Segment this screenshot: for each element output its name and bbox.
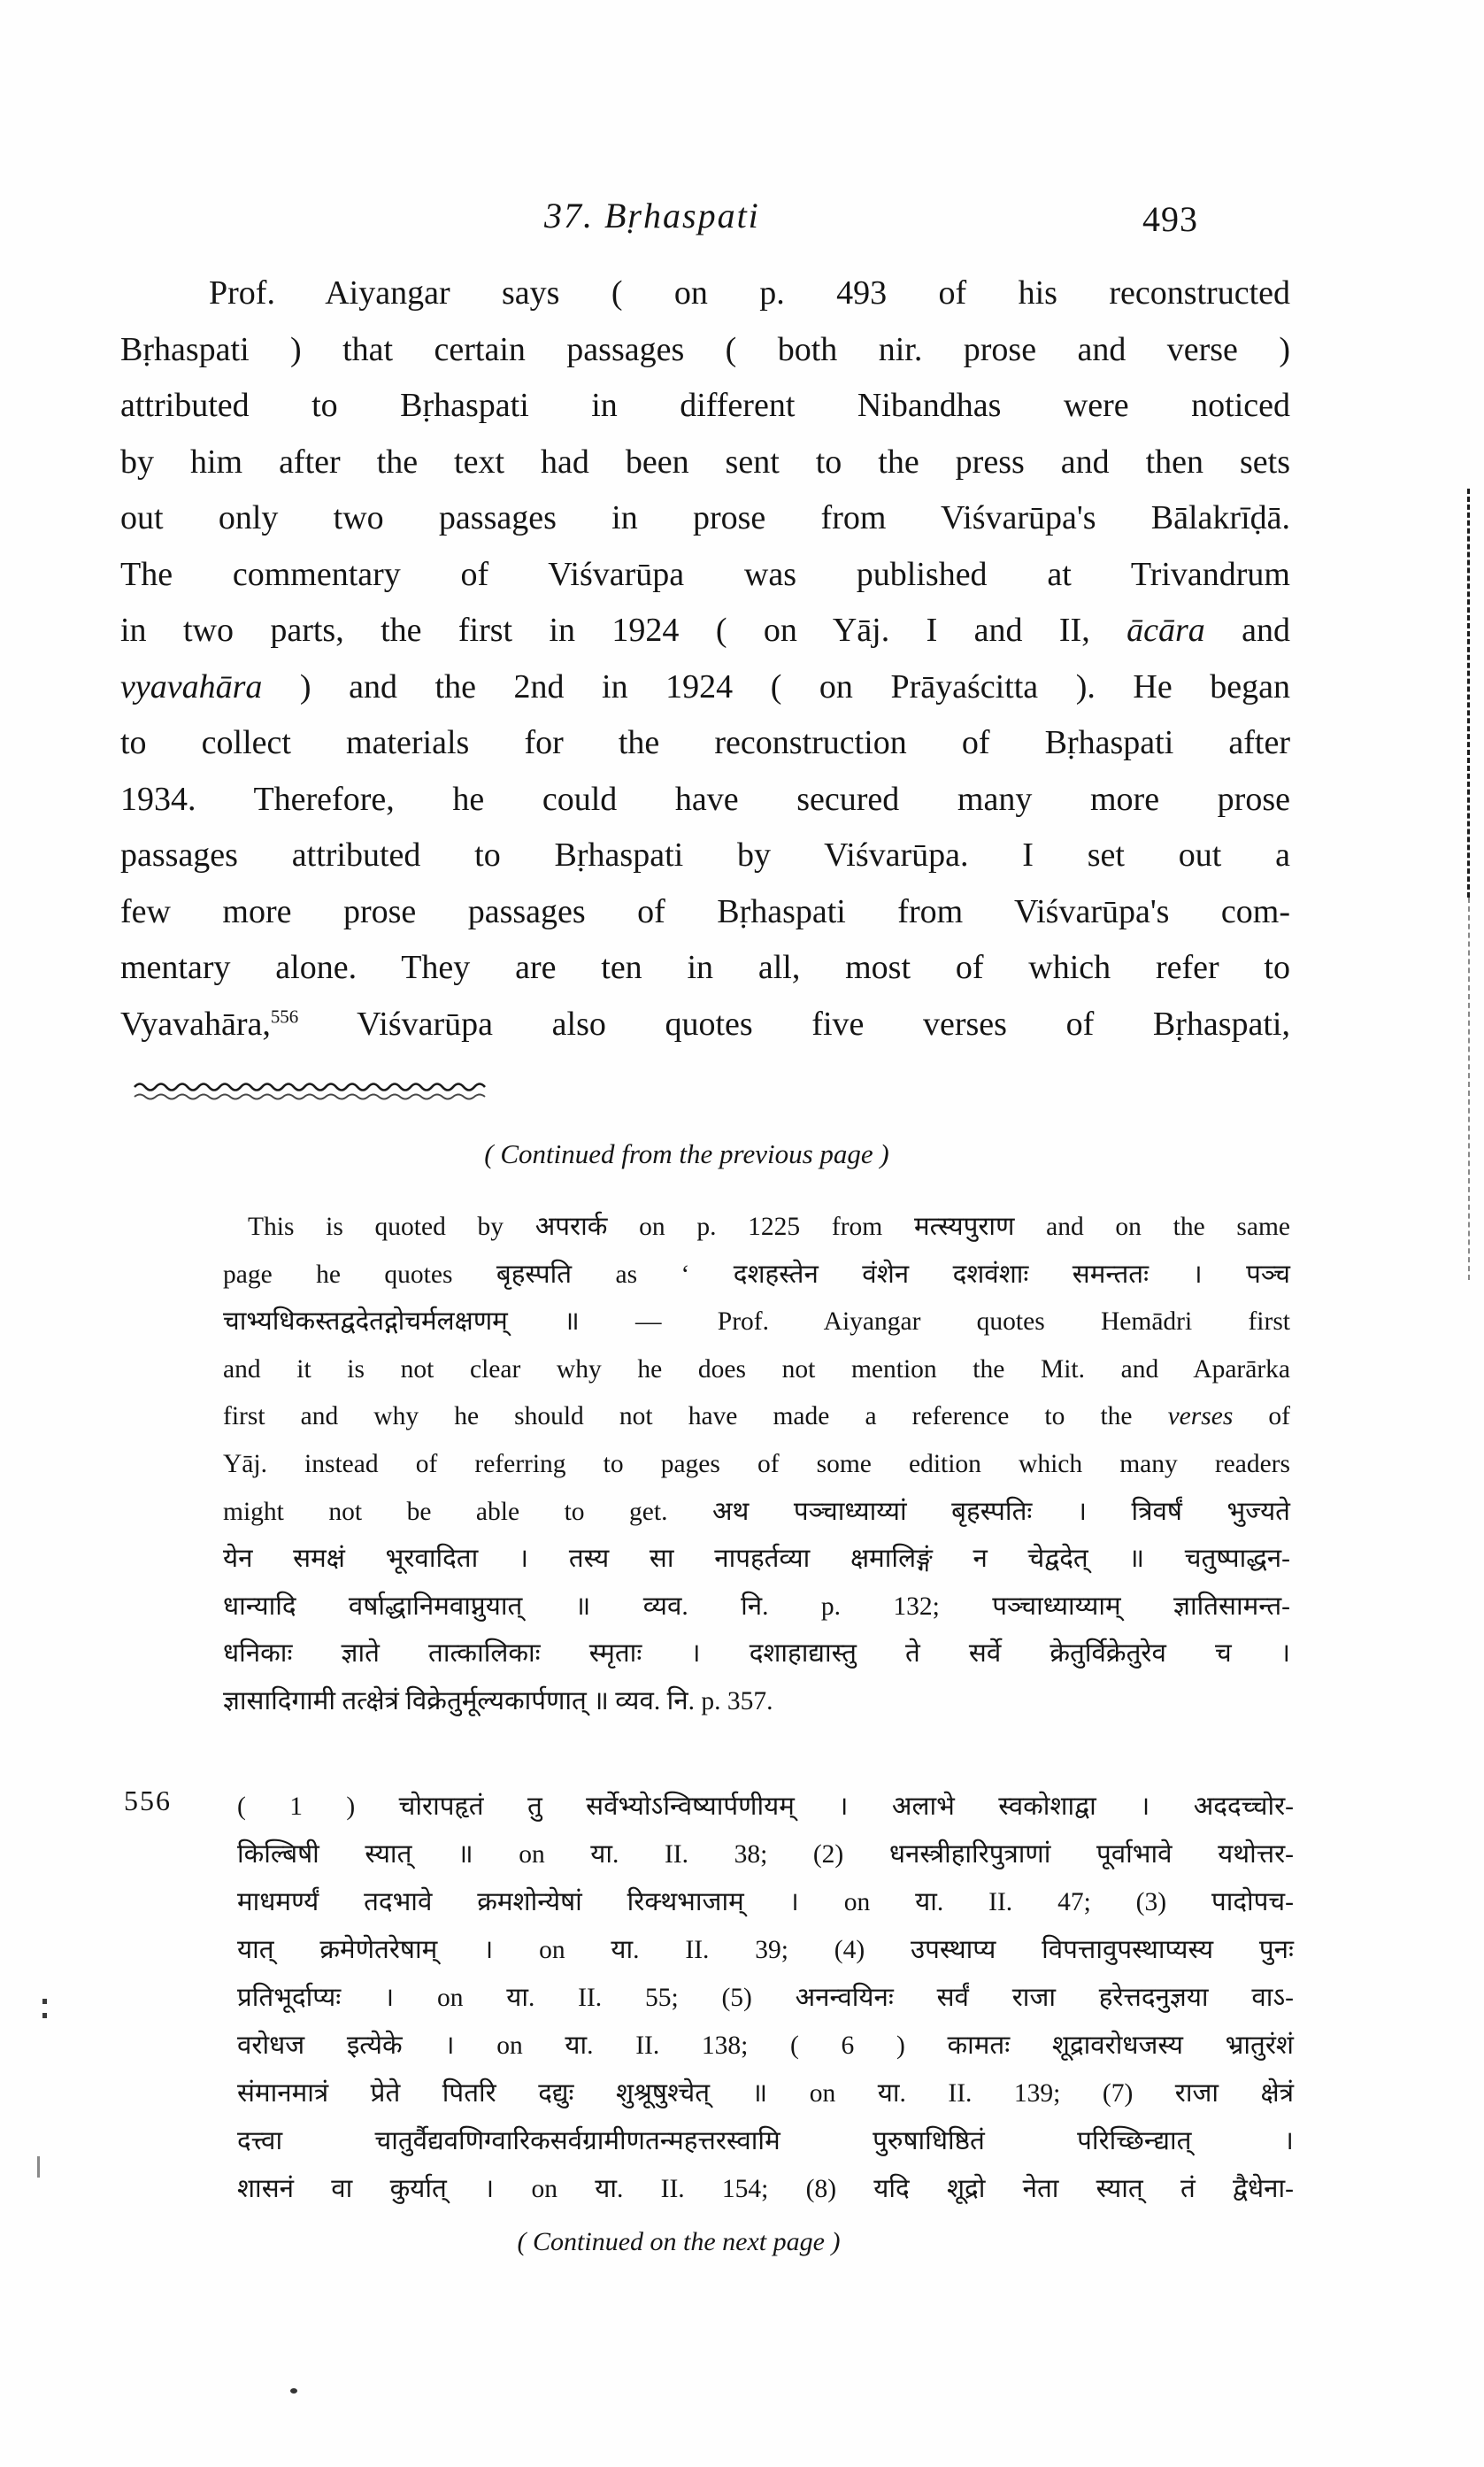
text-line [120,490,1290,547]
text-line [120,828,1290,884]
main-paragraph [120,266,1290,1052]
text-segment: ) and the 2nd in 1924 ( on Prāyaścitta ). He began [262,667,1290,705]
text-segment: शासनं वा कुर्यात् । on या. II. 154; (8) यदि शूद्रो नेता स्यात् तं द्वैधेना- [237,2175,1294,2203]
text-segment: धनिकाः ज्ञाते तात्कालिकाः स्मृताः । दशाहाद्यास्तु ते सर्वे क्रेतुर्विक्रेतुरेव च । [223,1639,1290,1669]
text-line [223,1631,1290,1678]
text-line [120,435,1290,491]
text-line [237,2165,1294,2213]
text-segment: Bṛhaspati ) that certain passages ( both nir. prose and verse ) [120,330,1290,368]
text-segment: page he quotes बृहस्पति as ‘ दशहस्तेन वंशेन दशवंशाः समन्ततः । पञ्च [223,1260,1290,1289]
text-line [223,1204,1290,1252]
continued-next-note: ( Continued on the next page ) [517,2227,841,2256]
text-line [223,1678,1290,1726]
text-segment: दत्त्वा चातुर्वैद्यवणिग्वारिकसर्वग्रामीणतन्महत्तरस्वामि पुरुषाधिष्ठितं परिच्छिन्द्यात् । [237,2127,1294,2155]
text-line [237,1878,1294,1926]
text-line [237,2022,1294,2070]
text-segment: first and why he should not have made a reference to the [223,1402,1168,1431]
text-segment: and it is not clear why he does not mention the Mit. and Aparārka [223,1354,1290,1384]
text-line [120,322,1290,379]
text-segment: mentary alone. They are ten in all, most of which refer to [120,949,1290,986]
text-line [223,1536,1290,1584]
text-segment: ( 1 ) चोरापहृतं तु सर्वेभ्योऽन्विष्यार्पणीयम् । अलाभे स्वकोशाद्वा । अददच्चोर- [237,1792,1294,1821]
text-line [237,1974,1294,2022]
text-segment: वरोधज इत्येके । on या. II. 138; ( 6 ) कामतः शूद्रावरोधजस्य भ्रातुरंशं [237,2031,1294,2060]
text-segment: यात् क्रमेणेतरेषाम् । on या. II. 39; (4) उपस्थाप्य विपत्तावुपस्थाप्यस्य पुनः [237,1936,1294,1964]
text-segment: चाभ्यधिकस्तद्वदेतद्गोचर्मलक्षणम् ॥ — Prof. Aiyangar quotes Hemādri first [223,1307,1290,1337]
text-segment: to collect materials for the reconstruction of Bṛhaspati after [120,724,1290,761]
text-segment: Yāj. instead of referring to pages of some edition which many readers [223,1449,1290,1478]
text-segment: माधमर्ण्यं तदभावे क्रमशोन्येषां रिक्थभाजाम् । on या. II. 47; (3) पादोपच- [237,1888,1294,1916]
text-segment: Vyavahāra, [120,1005,271,1043]
footnote-continuation [223,1204,1290,1726]
footnote-number: 556 [124,1785,172,1816]
text-line [120,997,1290,1053]
text-segment: धान्यादि वर्षाद्धानिमवाप्नुयात् ॥ व्यव. नि. p. 132; पञ्चाध्याय्याम् ज्ञातिसामन्त- [223,1592,1290,1621]
text-segment: प्रतिभूर्दाप्यः । on या. II. 55; (5) अनन्वयिनः सर्वं राजा हरेत्तदनुज्ञया वाऽ- [237,1984,1294,2012]
text-line [120,659,1290,716]
text-segment: ācāra [1126,612,1205,649]
text-segment: might not be able to get. अथ पञ्चाध्याय्यां बृहस्पतिः । त्रिवर्षं भुज्यते [223,1497,1290,1526]
text-line [120,884,1290,941]
continued-from-note: ( Continued from the previous page ) [484,1138,889,1169]
text-line [120,772,1290,829]
text-line [223,1299,1290,1346]
text-segment: This is quoted by अपरार्क on p. 1225 from मत्स्यपुराण and on the same [248,1213,1290,1241]
text-segment: येन समक्षं भूरवादिता । तस्य सा नापहर्तव्या क्षमालिङ्गं न चेद्वदेत् ॥ चतुष्पाद्धन- [223,1545,1290,1574]
text-line [223,1441,1290,1489]
scan-noise-mark [37,2156,40,2178]
chapter-title: 37. Bṛhaspati [544,196,760,235]
text-segment: संमानमात्रं प्रेते पितरि दद्युः शुश्रूषुश्चेत् ॥ on या. II. 139; (7) राजा क्षेत्रं [237,2079,1294,2108]
scan-noise-mark [42,1999,47,2004]
text-line [223,1346,1290,1394]
text-segment: attributed to Bṛhaspati in different Nibandhas were noticed [120,387,1290,424]
footnote-ref: 556 [270,1005,299,1027]
text-segment: passages attributed to Bṛhaspati by Viśvarūpa. I set out a [120,836,1290,874]
text-line [223,1489,1290,1537]
text-line [237,1831,1294,1878]
text-line [120,940,1290,997]
scan-noise-mark [290,2388,297,2394]
text-line [237,1926,1294,1974]
text-line [223,1252,1290,1299]
text-line [120,378,1290,435]
scan-artifact-line-lower [1468,898,1470,1280]
text-segment: in two parts, the first in 1924 ( on Yāj. I and II, [120,612,1127,649]
text-segment: verses [1167,1402,1234,1431]
text-line [237,1783,1294,1831]
text-segment: out only two passages in prose from Viśvarūpa's Bālakrīḍā. [120,499,1290,536]
text-segment: 1934. Therefore, he could have secured many more prose [120,780,1290,818]
text-line [120,547,1290,604]
text-segment: vyavahāra [120,667,263,705]
text-line [120,603,1290,659]
text-line [223,1393,1290,1441]
text-line [237,2117,1294,2165]
text-segment: by him after the text had been sent to the press and then sets [120,443,1290,481]
text-segment: few more prose passages of Bṛhaspati from Viśvarūpa's com- [120,892,1290,930]
text-line [120,266,1290,322]
text-segment: किल्बिषी स्यात् ॥ on या. II. 38; (2) धनस्त्रीहारिपुत्राणां पूर्वाभावे यथोत्तर- [237,1840,1294,1869]
text-line [237,2070,1294,2117]
text-line [120,715,1290,772]
text-segment: ज्ञासादिगामी तत्क्षेत्रं विक्रेतुर्मूल्यकार्पणात् ॥ व्यव. नि. p. 357. [223,1686,773,1715]
text-segment: The commentary of Viśvarūpa was published at Trivandrum [120,555,1290,593]
page-number: 493 [1142,199,1198,239]
text-segment: Prof. Aiyangar says ( on p. 493 of his reconstructed [209,274,1290,312]
text-segment: of [1233,1402,1290,1431]
scan-artifact-line-upper [1467,489,1470,898]
text-line [223,1584,1290,1631]
footnote-text [237,1783,1294,2213]
text-segment: Viśvarūpa also quotes five verses of Bṛhaspati, [298,1005,1290,1043]
wavy-separator [133,1080,496,1103]
text-segment: and [1204,612,1290,649]
